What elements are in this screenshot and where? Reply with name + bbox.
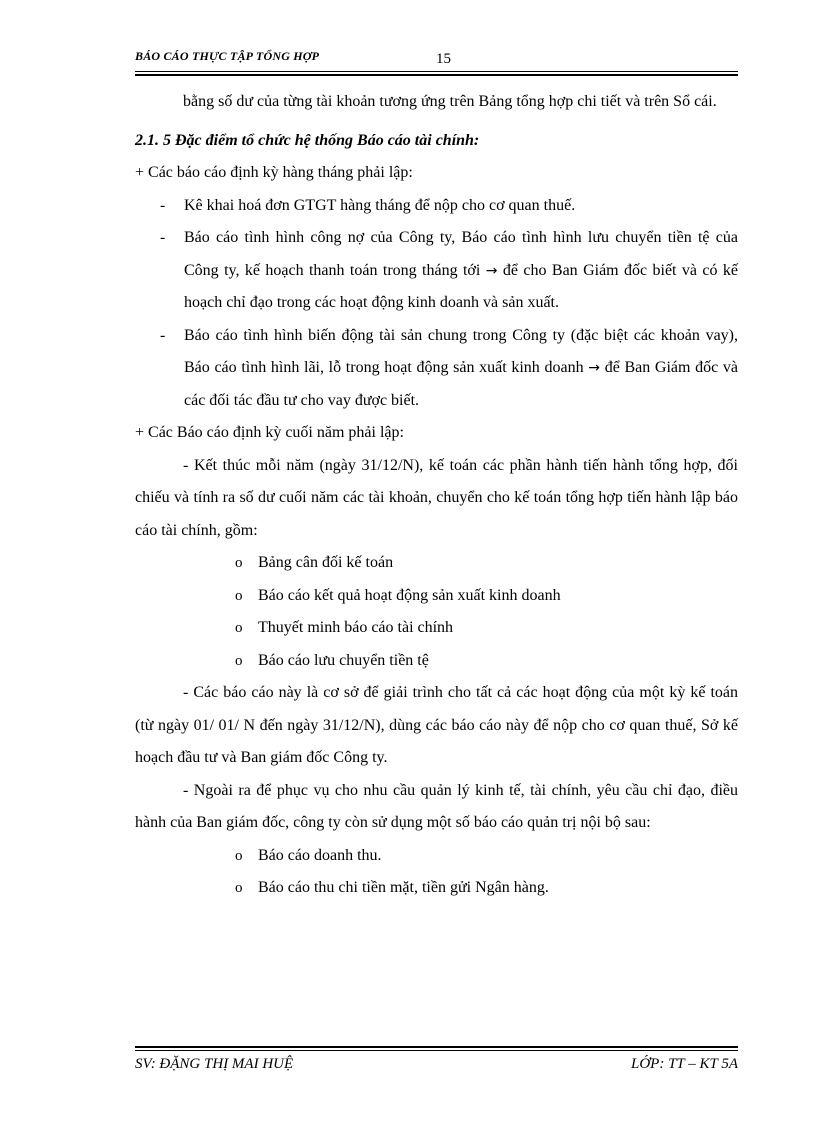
- circle-bullet-icon: o: [235, 847, 243, 864]
- list-item-text: để Ban Giám đốc và các đối tác đầu tư cho vay được biết.: [184, 359, 739, 409]
- list-item: [135, 872, 738, 905]
- list-item: [135, 840, 738, 873]
- list-item: [135, 222, 738, 320]
- dash-marker: -: [160, 229, 166, 246]
- yearly-reports-intro: + Các Báo cáo định kỳ cuối năm phải lập:: [135, 424, 404, 441]
- paragraph-internal-reports: - Ngoài ra để phục vụ cho nhu cầu quản lý kinh tế, tài chính, yêu cầu chỉ đạo, điều hành của Ban giám đốc, công ty còn sử dụng một số báo cáo quản trị nội bộ sau:: [135, 781, 738, 831]
- header-title: BÁO CÁO THỰC TẬP TỔNG HỢP: [135, 49, 320, 63]
- list-item: [135, 547, 738, 580]
- list-item-text: Báo cáo kết quả hoạt động sản xuất kinh doanh: [258, 586, 561, 604]
- circle-bullet-icon: o: [235, 880, 243, 896]
- arrow-right-icon: →: [485, 262, 498, 279]
- circle-bullet-icon: o: [235, 587, 243, 604]
- header-rule: [135, 71, 738, 72]
- list-item-text: Kê khai hoá đơn GTGT hàng tháng để nộp cho cơ quan thuế.: [184, 196, 576, 214]
- document-body: [135, 86, 738, 905]
- list-item-text: Báo cáo tình hình công nợ của Công ty, Báo cáo tình hình lưu chuyển tiền tệ của Công ty, kế hoạch thanh toán trong tháng tới: [184, 229, 738, 279]
- section-heading: 2.1. 5 Đặc điểm tổ chức hệ thống Báo cáo tài chính:: [135, 131, 480, 149]
- footer-class: LỚP: TT – KT 5A: [631, 1056, 738, 1072]
- page-number: 15: [436, 51, 451, 67]
- paragraph-year-end: - Kết thúc mỗi năm (ngày 31/12/N), kế toán các phần hành tiến hành tổng hợp, đối chiếu và tính ra số dư cuối năm các tài khoản, chuyển cho kế toán tổng hợp tiến hành lập báo cáo tài chính, gồm:: [135, 456, 738, 539]
- list-item-text: Bảng cân đối kế toán: [258, 554, 394, 571]
- paragraph-purpose: - Các báo cáo này là cơ sở để giải trình cho tất cả các hoạt động của một kỳ kế toán (từ ngày 01/ 01/ N đến ngày 31/12/N), dùng các báo cáo này để nộp cho cơ quan thuế, Sở kế hoạch đầu tư và Ban giám đốc Công ty.: [135, 684, 738, 766]
- list-item-text: để cho Ban Giám đốc biết và có kế hoạch chỉ đạo trong các hoạt động kinh doanh và sản xuất.: [184, 261, 739, 311]
- dash-marker: -: [160, 196, 166, 214]
- footer-student: SV: ĐẶNG THỊ MAI HUỆ: [135, 1056, 294, 1072]
- list-item-text: Báo cáo thu chi tiền mặt, tiền gửi Ngân hàng.: [258, 879, 549, 896]
- list-item-text: Báo cáo doanh thu.: [258, 846, 382, 864]
- list-item: [135, 645, 738, 678]
- list-item: [135, 612, 738, 645]
- paragraph-intro: bằng số dư của từng tài khoản tương ứng trên Bảng tổng hợp chi tiết và trên Sổ cái.: [183, 93, 717, 110]
- monthly-reports-intro: + Các báo cáo định kỳ hàng tháng phải lập:: [135, 164, 413, 181]
- list-item-text: Báo cáo lưu chuyển tiền tệ: [258, 651, 429, 669]
- list-item-text: Thuyết minh báo cáo tài chính: [258, 619, 454, 636]
- arrow-right-icon: →: [588, 360, 601, 376]
- list-item: [135, 190, 738, 223]
- circle-bullet-icon: o: [235, 652, 243, 669]
- circle-bullet-icon: o: [235, 620, 243, 636]
- list-item: [135, 320, 738, 418]
- dash-marker: -: [160, 326, 166, 344]
- header-rule-thick: [135, 74, 738, 76]
- circle-bullet-icon: o: [235, 555, 243, 571]
- footer-rule: [135, 1050, 738, 1051]
- footer-rule-thick: [135, 1046, 738, 1048]
- list-item: [135, 580, 738, 613]
- list-item-text: Báo cáo tình hình biến động tài sản chung trong Công ty (đặc biệt các khoản vay), Báo cáo tình hình lãi, lỗ trong hoạt động sản xuất kinh doanh: [184, 326, 738, 376]
